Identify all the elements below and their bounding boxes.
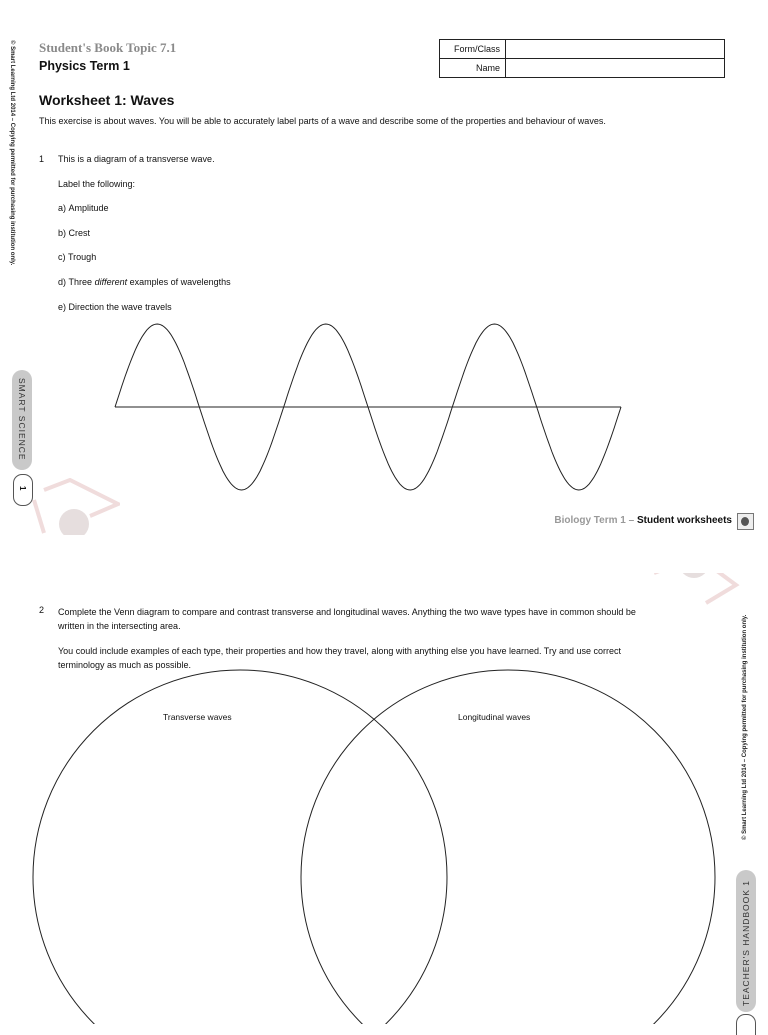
q1-number: 1	[39, 154, 45, 164]
venn-circle-transverse	[33, 670, 447, 1024]
right-page-tab	[736, 1014, 756, 1035]
copyright-left: © Smart Learning Ltd 2014 – Copying permitted for purchasing institution only.	[9, 40, 15, 266]
q1-text: This is a diagram of a transverse wave.	[58, 154, 215, 164]
q2-paragraph-1: Complete the Venn diagram to compare and contrast transverse and longitudinal waves. Anything the two wave types have in common should be written in the intersecting area.	[58, 607, 636, 631]
q1-item-d: d) Three different examples of wavelengths	[58, 277, 231, 287]
name-label: Name	[440, 59, 506, 78]
copyright-right: © Smart Learning Ltd 2014 – Copying permitted for purchasing institution only.	[742, 614, 748, 840]
venn-label-longitudinal: Longitudinal waves	[458, 712, 531, 722]
q1-item-e: e) Direction the wave travels	[58, 302, 172, 312]
q1-item-a: a) Amplitude	[58, 203, 109, 213]
term-title: Physics Term 1	[39, 59, 130, 73]
q2-paragraph-2: You could include examples of each type, their properties and how they travel, along with anything else you have learned. Try and use correct terminology as much as possible.	[58, 646, 622, 670]
worksheet-title: Worksheet 1: Waves	[39, 92, 175, 108]
worksheet-intro: This exercise is about waves. You will be able to accurately label parts of a wave and describe some of the properties and behaviour of waves.	[39, 116, 606, 126]
footer-title: Biology Term 1 – Student worksheets	[554, 515, 732, 526]
venn-circle-longitudinal	[301, 670, 715, 1024]
venn-label-transverse: Transverse waves	[163, 712, 232, 722]
smart-science-tab-label: SMART SCIENCE	[17, 378, 27, 461]
q1-item-c: c) Trough	[58, 252, 97, 262]
q1-label-prompt: Label the following:	[58, 179, 136, 189]
left-page-number: 1	[13, 474, 33, 506]
book-topic: Student's Book Topic 7.1	[39, 40, 177, 55]
q2-number: 2	[39, 605, 45, 615]
form-class-label: Form/Class	[440, 40, 506, 59]
teachers-handbook-tab-label: TEACHER'S HANDBOOK 1	[741, 879, 751, 1006]
q1-item-b: b) Crest	[58, 228, 91, 238]
